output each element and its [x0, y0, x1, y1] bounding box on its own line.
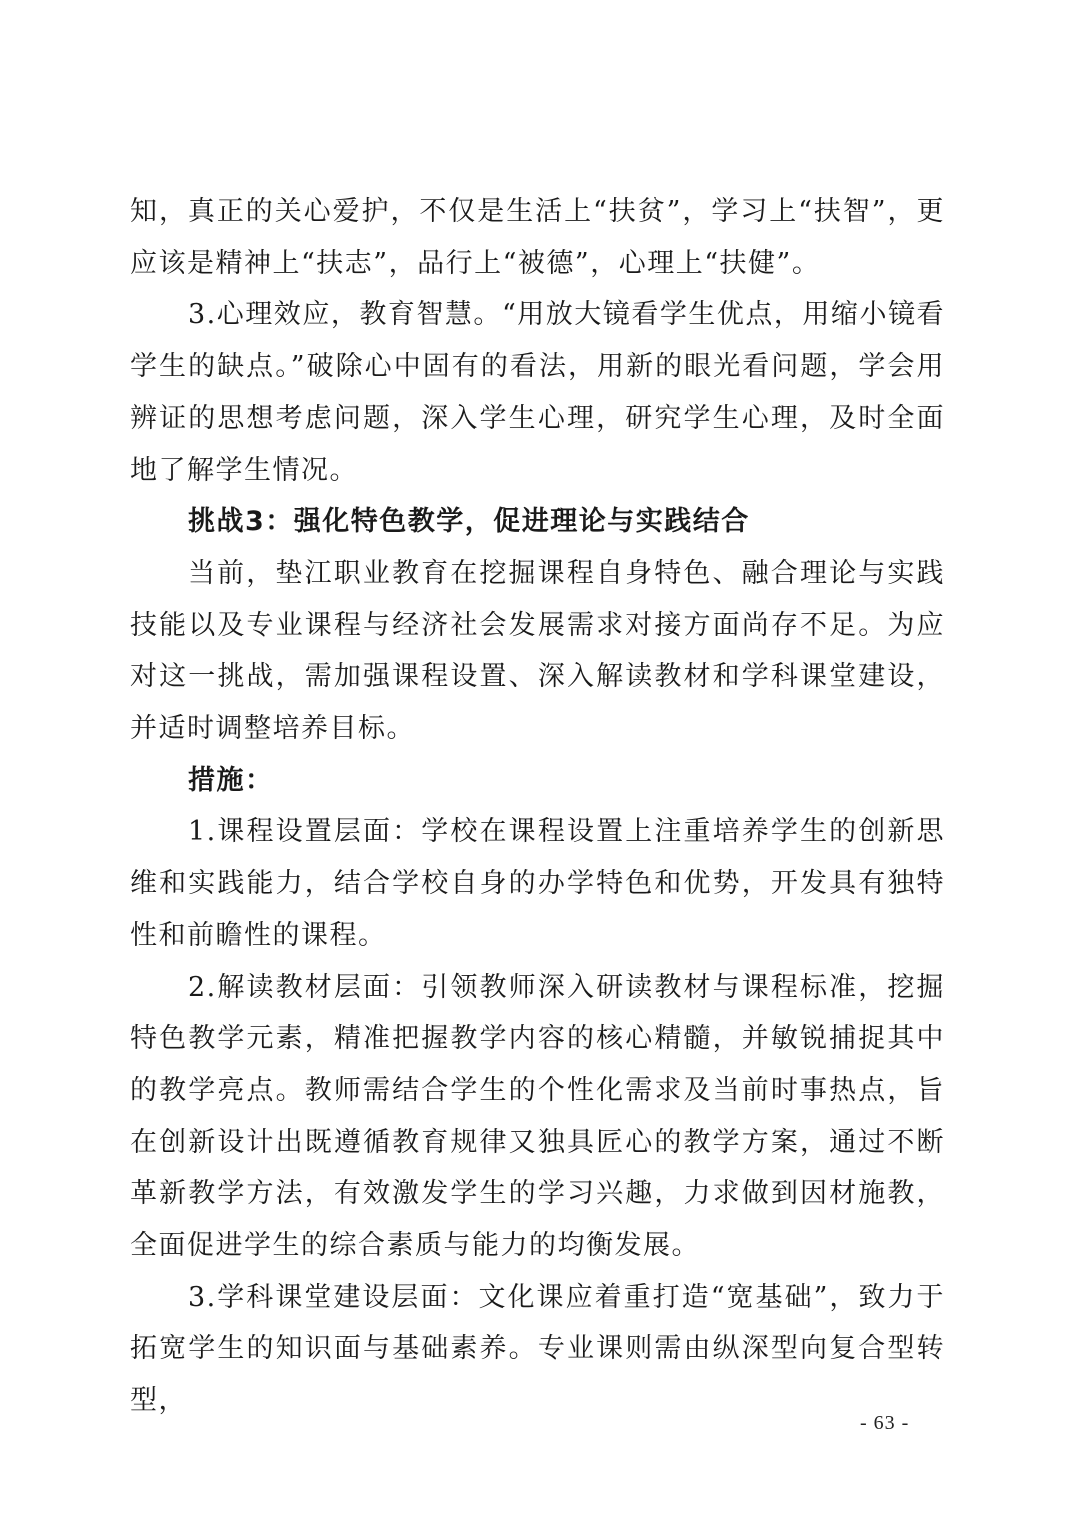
paragraph-measure-2: 2.解读教材层面：引领教师深入研读教材与课程标准，挖掘特色教学元素，精准把握教学内容的核心精髓，并敏锐捕捉其中的教学亮点。教师需结合学生的个性化需求及当前时事热点，旨在创新设计出既遵循教育规律又独具匠心的教学方案，通过不断革新教学方法，有效激发学生的学习兴趣，力求做到因材施教，全面促进学生的综合素质与能力的均衡发展。 [130, 971, 945, 1262]
section-heading-challenge-3: 挑战3：强化特色教学，促进理论与实践结合 [188, 506, 750, 538]
page-number: - 63 - [860, 1412, 910, 1434]
body-text [130, 186, 945, 1427]
section-heading-measures: 措施： [188, 764, 274, 796]
paragraph-psychology-effect: 3.心理效应，教育智慧。“用放大镜看学生优点，用缩小镜看学生的缺点。”破除心中固有的看法，用新的眼光看问题，学会用辨证的思想考虑问题，深入学生心理，研究学生心理，及时全面地了解学生情况。 [130, 299, 945, 486]
paragraph-measure-3: 3.学科课堂建设层面：文化课应着重打造“宽基础”，致力于拓宽学生的知识面与基础素养。专业课则需由纵深型向复合型转型， [130, 1281, 945, 1417]
paragraph-current-situation: 当前，垫江职业教育在挖掘课程自身特色、融合理论与实践技能以及专业课程与经济社会发展需求对接方面尚存不足。为应对这一挑战，需加强课程设置、深入解读教材和学科课堂建设，并适时调整培养目标。 [130, 557, 945, 745]
paragraph-measure-1: 1.课程设置层面：学校在课程设置上注重培养学生的创新思维和实践能力，结合学校自身的办学特色和优势，开发具有独特性和前瞻性的课程。 [130, 816, 945, 951]
paragraph-continuation: 知，真正的关心爱护，不仅是生活上“扶贫”，学习上“扶智”，更应该是精神上“扶志”，品行上“被德”，心理上“扶健”。 [130, 196, 945, 279]
